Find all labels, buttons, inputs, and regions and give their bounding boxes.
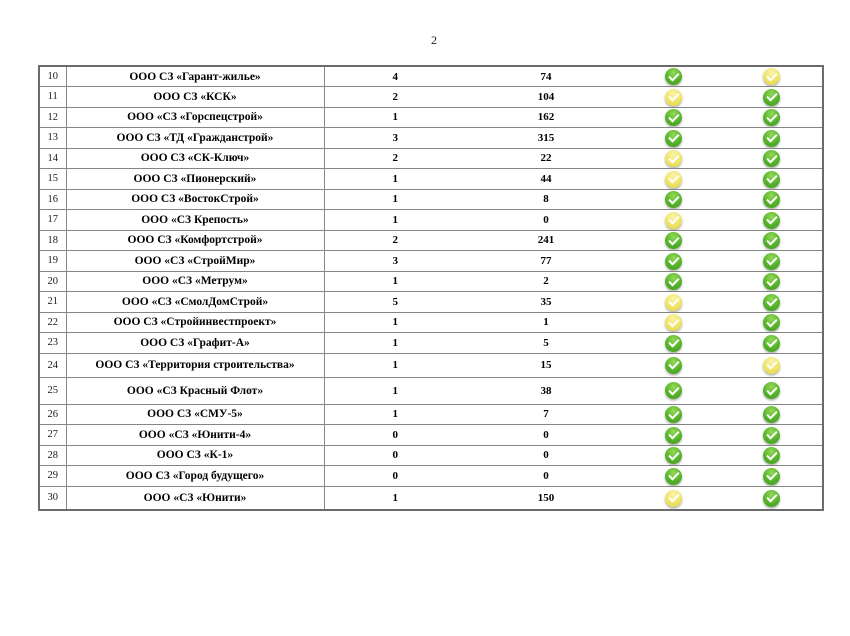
status-cell-1 — [626, 486, 721, 510]
value-col1: 1 — [324, 377, 466, 404]
green-check-icon — [665, 191, 682, 208]
company-name: ООО СЗ «СМУ-5» — [66, 404, 324, 425]
green-check-icon — [665, 109, 682, 126]
value-col2: 5 — [466, 333, 626, 354]
page-number: 2 — [431, 33, 437, 47]
status-cell-2 — [721, 107, 823, 128]
value-col1: 1 — [324, 333, 466, 354]
company-name: ООО СЗ «Графит-А» — [66, 333, 324, 354]
row-number: 21 — [39, 292, 66, 313]
status-cell-2 — [721, 486, 823, 510]
value-col1: 1 — [324, 169, 466, 190]
value-col1: 0 — [324, 425, 466, 446]
row-number: 10 — [39, 66, 66, 87]
value-col2: 77 — [466, 251, 626, 272]
green-check-icon — [763, 382, 780, 399]
status-cell-2 — [721, 292, 823, 313]
green-check-icon — [763, 427, 780, 444]
value-col2: 0 — [466, 425, 626, 446]
row-number: 12 — [39, 107, 66, 128]
green-check-icon — [763, 130, 780, 147]
status-cell-2 — [721, 445, 823, 466]
row-number: 11 — [39, 87, 66, 108]
green-check-icon — [763, 406, 780, 423]
status-cell-1 — [626, 292, 721, 313]
row-number: 30 — [39, 486, 66, 510]
green-check-icon — [763, 294, 780, 311]
row-number: 20 — [39, 271, 66, 292]
developers-status-table — [38, 65, 824, 511]
table-row — [39, 230, 823, 251]
value-col2: 35 — [466, 292, 626, 313]
row-number: 13 — [39, 128, 66, 149]
green-check-icon — [665, 382, 682, 399]
table-row — [39, 107, 823, 128]
value-col2: 104 — [466, 87, 626, 108]
status-cell-2 — [721, 128, 823, 149]
green-check-icon — [763, 191, 780, 208]
table-row — [39, 87, 823, 108]
status-cell-2 — [721, 271, 823, 292]
status-cell-1 — [626, 271, 721, 292]
yellow-check-icon — [665, 314, 682, 331]
table-row — [39, 486, 823, 510]
company-name: ООО СЗ «СК-Ключ» — [66, 148, 324, 169]
company-name: ООО «СЗ «СмолДомСтрой» — [66, 292, 324, 313]
table-row — [39, 271, 823, 292]
status-cell-2 — [721, 189, 823, 210]
green-check-icon — [763, 273, 780, 290]
yellow-check-icon — [665, 294, 682, 311]
status-cell-1 — [626, 425, 721, 446]
company-name: ООО СЗ «Стройинвестпроект» — [66, 312, 324, 333]
company-name: ООО «СЗ Крепость» — [66, 210, 324, 231]
value-col1: 3 — [324, 251, 466, 272]
status-cell-1 — [626, 87, 721, 108]
status-cell-1 — [626, 466, 721, 487]
table-row — [39, 189, 823, 210]
row-number: 18 — [39, 230, 66, 251]
value-col2: 150 — [466, 486, 626, 510]
company-name: ООО СЗ «КСК» — [66, 87, 324, 108]
value-col1: 1 — [324, 404, 466, 425]
value-col1: 4 — [324, 66, 466, 87]
green-check-icon — [665, 68, 682, 85]
green-check-icon — [763, 253, 780, 270]
value-col2: 74 — [466, 66, 626, 87]
green-check-icon — [665, 335, 682, 352]
table-row — [39, 148, 823, 169]
row-number: 14 — [39, 148, 66, 169]
green-check-icon — [763, 89, 780, 106]
value-col2: 241 — [466, 230, 626, 251]
green-check-icon — [665, 406, 682, 423]
status-cell-1 — [626, 404, 721, 425]
value-col1: 1 — [324, 271, 466, 292]
company-name: ООО «СЗ «Метрум» — [66, 271, 324, 292]
value-col2: 162 — [466, 107, 626, 128]
company-name: ООО СЗ «Гарант-жилье» — [66, 66, 324, 87]
value-col1: 2 — [324, 87, 466, 108]
status-cell-2 — [721, 312, 823, 333]
value-col2: 0 — [466, 210, 626, 231]
green-check-icon — [665, 130, 682, 147]
value-col1: 1 — [324, 312, 466, 333]
green-check-icon — [763, 314, 780, 331]
green-check-icon — [665, 273, 682, 290]
table-row — [39, 66, 823, 87]
status-cell-2 — [721, 466, 823, 487]
company-name: ООО СЗ «ВостокСтрой» — [66, 189, 324, 210]
yellow-check-icon — [665, 150, 682, 167]
green-check-icon — [763, 447, 780, 464]
value-col1: 0 — [324, 445, 466, 466]
yellow-check-icon — [763, 68, 780, 85]
table-row — [39, 466, 823, 487]
status-cell-2 — [721, 377, 823, 404]
company-name: ООО «СЗ «Юнити-4» — [66, 425, 324, 446]
value-col1: 5 — [324, 292, 466, 313]
yellow-check-icon — [763, 357, 780, 374]
value-col1: 2 — [324, 230, 466, 251]
green-check-icon — [763, 171, 780, 188]
status-cell-2 — [721, 404, 823, 425]
status-cell-1 — [626, 66, 721, 87]
value-col1: 1 — [324, 107, 466, 128]
status-cell-1 — [626, 169, 721, 190]
value-col2: 1 — [466, 312, 626, 333]
row-number: 19 — [39, 251, 66, 272]
row-number: 16 — [39, 189, 66, 210]
row-number: 29 — [39, 466, 66, 487]
value-col2: 44 — [466, 169, 626, 190]
status-cell-1 — [626, 251, 721, 272]
status-cell-1 — [626, 312, 721, 333]
yellow-check-icon — [665, 89, 682, 106]
table-row — [39, 425, 823, 446]
status-cell-1 — [626, 128, 721, 149]
table-row — [39, 210, 823, 231]
green-check-icon — [763, 109, 780, 126]
value-col2: 8 — [466, 189, 626, 210]
value-col1: 2 — [324, 148, 466, 169]
row-number: 17 — [39, 210, 66, 231]
value-col2: 38 — [466, 377, 626, 404]
status-cell-2 — [721, 425, 823, 446]
green-check-icon — [763, 335, 780, 352]
status-cell-2 — [721, 210, 823, 231]
table-row — [39, 404, 823, 425]
green-check-icon — [763, 232, 780, 249]
company-name: ООО СЗ «Город будущего» — [66, 466, 324, 487]
table-row — [39, 353, 823, 377]
value-col2: 2 — [466, 271, 626, 292]
green-check-icon — [665, 232, 682, 249]
status-cell-2 — [721, 230, 823, 251]
table-row — [39, 128, 823, 149]
green-check-icon — [763, 468, 780, 485]
status-cell-1 — [626, 333, 721, 354]
status-cell-2 — [721, 66, 823, 87]
value-col1: 1 — [324, 189, 466, 210]
green-check-icon — [665, 357, 682, 374]
table-row — [39, 312, 823, 333]
company-name: ООО СЗ «Территория строительства» — [66, 353, 324, 377]
table-row — [39, 251, 823, 272]
row-number: 25 — [39, 377, 66, 404]
yellow-check-icon — [665, 490, 682, 507]
status-cell-1 — [626, 107, 721, 128]
row-number: 27 — [39, 425, 66, 446]
status-cell-2 — [721, 148, 823, 169]
status-cell-1 — [626, 148, 721, 169]
green-check-icon — [763, 150, 780, 167]
status-cell-1 — [626, 445, 721, 466]
company-name: ООО «СЗ «Юнити» — [66, 486, 324, 510]
yellow-check-icon — [665, 212, 682, 229]
value-col2: 22 — [466, 148, 626, 169]
status-cell-2 — [721, 87, 823, 108]
value-col1: 1 — [324, 486, 466, 510]
row-number: 26 — [39, 404, 66, 425]
table-row — [39, 333, 823, 354]
table-row — [39, 169, 823, 190]
row-number: 24 — [39, 353, 66, 377]
green-check-icon — [763, 490, 780, 507]
status-cell-1 — [626, 230, 721, 251]
company-name: ООО «СЗ «СтройМир» — [66, 251, 324, 272]
value-col1: 0 — [324, 466, 466, 487]
green-check-icon — [665, 427, 682, 444]
table-row — [39, 445, 823, 466]
row-number: 23 — [39, 333, 66, 354]
green-check-icon — [665, 468, 682, 485]
value-col2: 7 — [466, 404, 626, 425]
value-col1: 1 — [324, 353, 466, 377]
value-col2: 15 — [466, 353, 626, 377]
status-cell-2 — [721, 251, 823, 272]
status-cell-1 — [626, 353, 721, 377]
green-check-icon — [665, 253, 682, 270]
row-number: 22 — [39, 312, 66, 333]
company-name: ООО СЗ «К-1» — [66, 445, 324, 466]
table-row — [39, 377, 823, 404]
status-cell-1 — [626, 210, 721, 231]
company-name: ООО «СЗ Красный Флот» — [66, 377, 324, 404]
status-cell-2 — [721, 169, 823, 190]
green-check-icon — [665, 447, 682, 464]
value-col2: 0 — [466, 466, 626, 487]
company-name: ООО СЗ «Пионерский» — [66, 169, 324, 190]
row-number: 15 — [39, 169, 66, 190]
row-number: 28 — [39, 445, 66, 466]
value-col1: 1 — [324, 210, 466, 231]
value-col2: 315 — [466, 128, 626, 149]
status-cell-2 — [721, 353, 823, 377]
value-col2: 0 — [466, 445, 626, 466]
company-name: ООО СЗ «Комфортстрой» — [66, 230, 324, 251]
company-name: ООО «СЗ «Горспецстрой» — [66, 107, 324, 128]
status-cell-1 — [626, 189, 721, 210]
status-cell-2 — [721, 333, 823, 354]
company-name: ООО СЗ «ТД «Гражданстрой» — [66, 128, 324, 149]
status-cell-1 — [626, 377, 721, 404]
yellow-check-icon — [665, 171, 682, 188]
value-col1: 3 — [324, 128, 466, 149]
table-row — [39, 292, 823, 313]
green-check-icon — [763, 212, 780, 229]
